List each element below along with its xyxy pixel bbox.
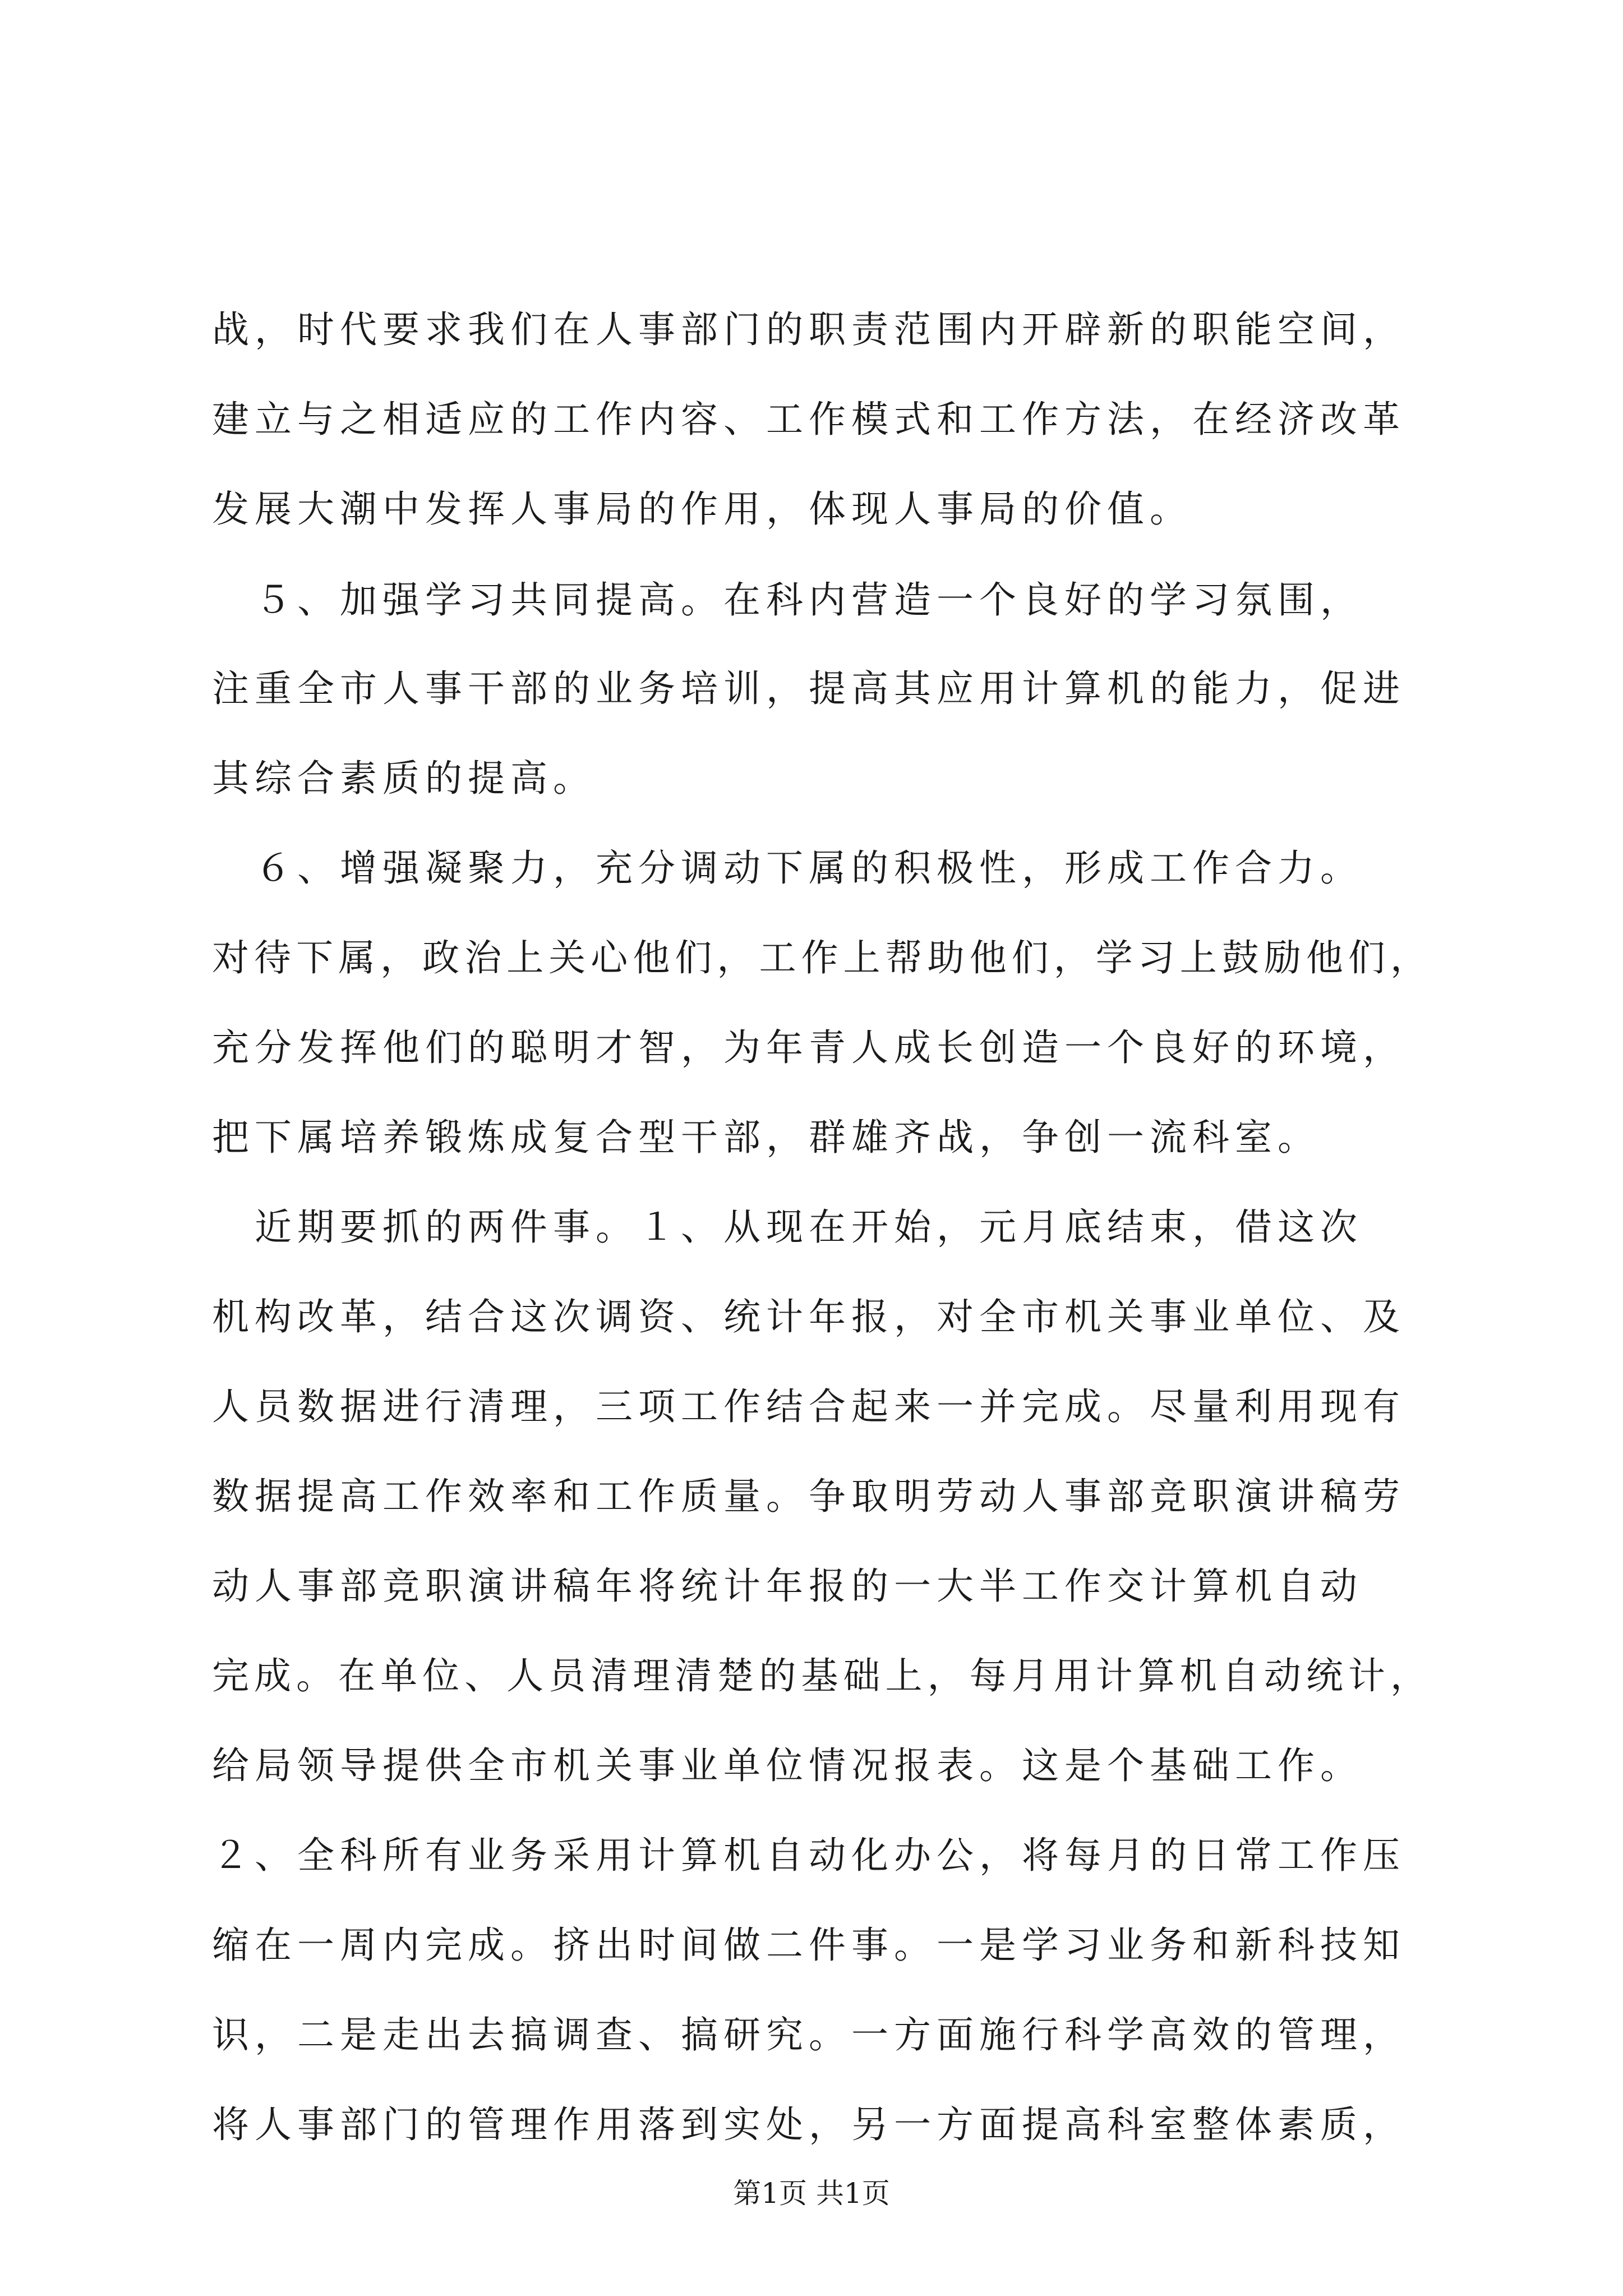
- text-line: 人员数据进行清理，三项工作结合起来一并完成。尽量利用现有: [212, 1385, 1405, 1428]
- text-line: 建立与之相适应的工作内容、工作模式和工作方法，在经济改革: [212, 398, 1405, 441]
- text-line: 缩在一周内完成。挤出时间做二件事。一是学习业务和新科技知: [212, 1924, 1405, 1967]
- text-line: 发展大潮中发挥人事局的作用，体现人事局的价值。: [212, 487, 1192, 531]
- text-line: 战，时代要求我们在人事部门的职责范围内开辟新的职能空间，: [212, 308, 1405, 351]
- text-line: 其综合素质的提高。: [212, 757, 596, 800]
- text-line: 机构改革，结合这次调资、统计年报，对全市机关事业单位、及: [212, 1295, 1405, 1338]
- text-line: 完成。在单位、人员清理清楚的基础上，每月用计算机自动统计，: [212, 1654, 1432, 1697]
- text-line: 充分发挥他们的聪明才智，为年青人成长创造一个良好的环境，: [212, 1026, 1405, 1069]
- text-line: 动人事部竞职演讲稿年将统计年报的一大半工作交计算机自动: [212, 1565, 1363, 1608]
- text-line: 数据提高工作效率和工作质量。争取明劳动人事部竞职演讲稿劳: [212, 1475, 1405, 1518]
- text-line: 把下属培养锻炼成复合型干部，群雄齐战，争创一流科室。: [212, 1116, 1320, 1159]
- text-line: 对待下属，政治上关心他们，工作上帮助他们，学习上鼓励他们，: [212, 936, 1432, 979]
- text-line: 给局领导提供全市机关事业单位情况报表。这是个基础工作。: [212, 1744, 1363, 1787]
- text-line: ５、加强学习共同提高。在科内营造一个良好的学习氛围，: [212, 578, 1363, 622]
- text-line: 将人事部门的管理作用落到实处，另一方面提高科室整体素质，: [212, 2103, 1405, 2146]
- text-line: 注重全市人事干部的业务培训，提高其应用计算机的能力，促进: [212, 667, 1405, 710]
- text-line: 识，二是走出去搞调查、搞研究。一方面施行科学高效的管理，: [212, 2013, 1405, 2056]
- text-line: ６、增强凝聚力，充分调动下属的积极性，形成工作合力。: [212, 846, 1363, 890]
- text-line: 近期要抓的两件事。１、从现在开始，元月底结束，借这次: [212, 1205, 1363, 1249]
- page-number-footer: 第1页 共1页: [733, 2177, 890, 2210]
- text-line: ２、全科所有业务采用计算机自动化办公，将每月的日常工作压: [212, 1834, 1405, 1877]
